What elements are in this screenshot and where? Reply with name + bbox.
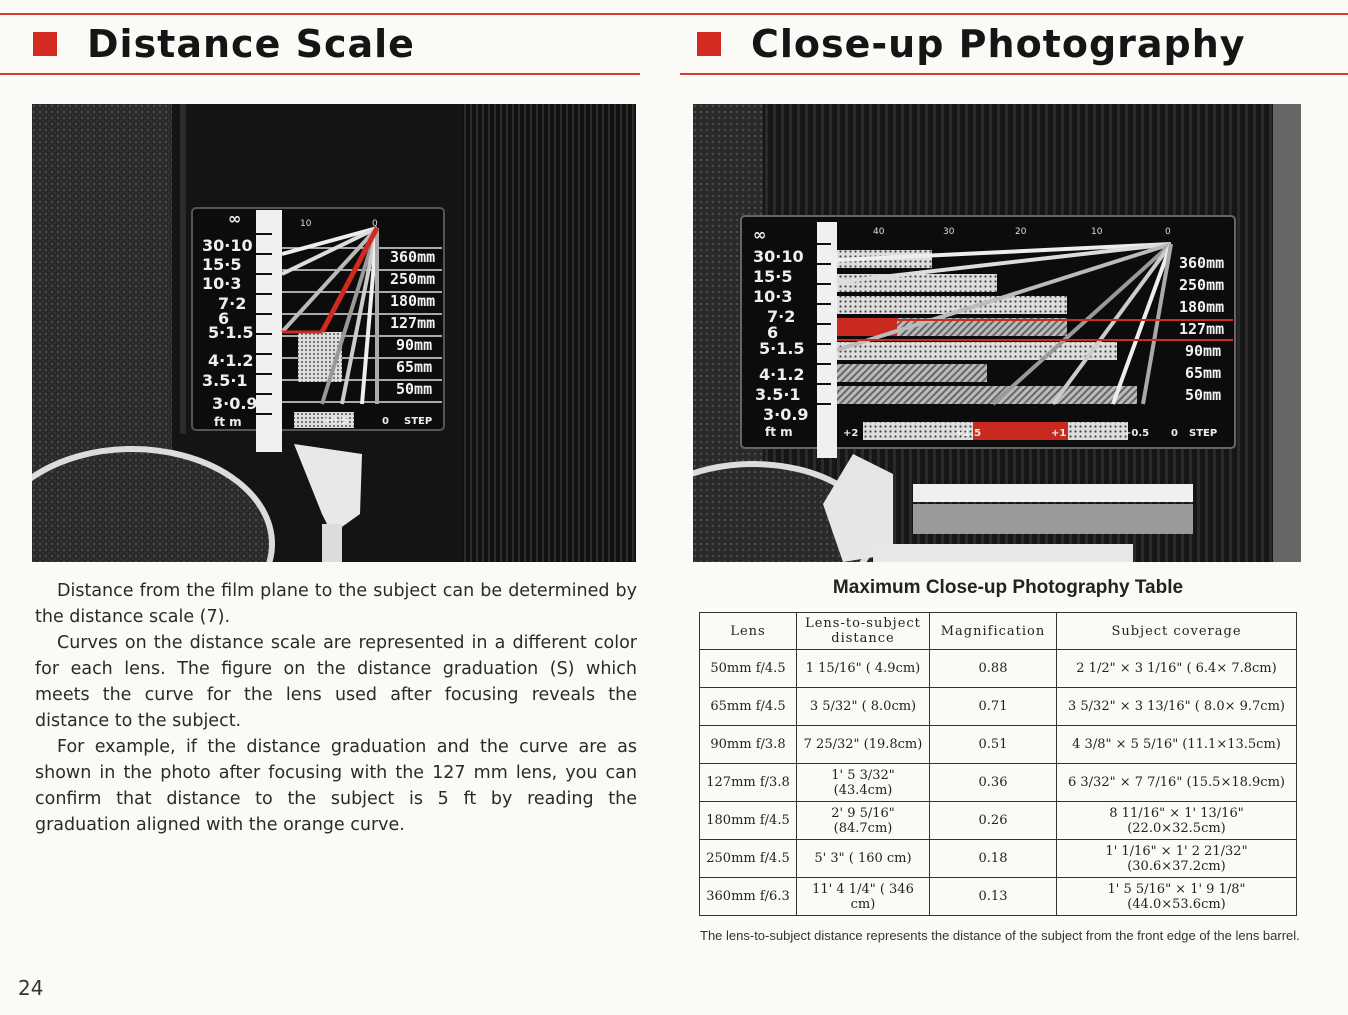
scale-label: 15·5 (753, 267, 793, 286)
scale-bottom-label: STEP (1189, 428, 1218, 439)
page-number: 24 (18, 976, 44, 1000)
table-row (700, 726, 1297, 764)
table-cell: 1' 5 3/32" (43.4cm) (797, 764, 930, 802)
scale-label: ∞ (753, 225, 767, 244)
column-header: Subject coverage (1057, 613, 1297, 650)
table-cell: 250mm f/4.5 (700, 840, 797, 878)
top-rule (0, 13, 1348, 15)
scale-top-label: 0 (1165, 227, 1171, 237)
table-header-row (700, 613, 1297, 650)
right-title: Close-up Photography (751, 22, 1246, 66)
scale-label: 3.5·1 (202, 371, 248, 390)
table-cell: 8 11/16" × 1' 13/16" (22.0×32.5cm) (1057, 802, 1297, 840)
scale-label: 30·10 (202, 236, 253, 255)
column-header: Magnification (930, 613, 1057, 650)
table-cell: 360mm f/6.3 (700, 878, 797, 916)
paragraph: Curves on the distance scale are represented in a different color for each lens. The figure on the distance graduation (S) which meets the curve for the lens used after focusing reveals the distance to the subject. (35, 633, 637, 731)
table-cell: 7 25/32" (19.8cm) (797, 726, 930, 764)
distance-scale-photo (32, 104, 636, 562)
scale-label: 5·1.5 (208, 323, 254, 342)
table-cell: 65mm f/4.5 (700, 688, 797, 726)
scale-bottom-label: STEP (404, 416, 433, 427)
table-cell: 90mm f/3.8 (700, 726, 797, 764)
table-cell: 50mm f/4.5 (700, 650, 797, 688)
lens-label: 50mm (1185, 386, 1222, 404)
distance-scale-description (35, 578, 637, 838)
lens-label: 65mm (396, 358, 433, 376)
lens-label: 90mm (1185, 342, 1222, 360)
scale-label: 6 (218, 309, 230, 328)
red-square-icon (33, 32, 57, 56)
close-up-scale-photo (693, 104, 1301, 562)
left-heading (33, 22, 415, 66)
scale-bottom-label: +1 (1051, 428, 1067, 439)
lens-label: 180mm (1179, 298, 1225, 316)
scale-top-label: 30 (943, 227, 955, 237)
scale-label: ft m (765, 425, 793, 439)
scale-bottom-label: 0 (1171, 428, 1178, 439)
scale-label: 15·5 (202, 255, 242, 274)
scale-bottom-label: +1.5 (955, 428, 982, 439)
scale-label: ∞ (228, 209, 242, 228)
table-cell: 180mm f/4.5 (700, 802, 797, 840)
lens-label: 65mm (1185, 364, 1222, 382)
table-row (700, 840, 1297, 878)
table-cell: 1' 5 5/16" × 1' 9 1/8" (44.0×53.6cm) (1057, 878, 1297, 916)
lens-label: 127mm (1179, 320, 1225, 338)
lens-label: 90mm (396, 336, 433, 354)
scale-label: 7·2 (218, 294, 247, 313)
lens-label: 360mm (390, 248, 436, 266)
table-cell: 0.13 (930, 878, 1057, 916)
table-row (700, 650, 1297, 688)
scale-label: 5·1.5 (759, 339, 805, 358)
table-row (700, 688, 1297, 726)
table-cell: 4 3/8" × 5 5/16" (11.1×13.5cm) (1057, 726, 1297, 764)
scale-label: 3·0.9 (763, 405, 809, 424)
scale-top-label: 10 (300, 219, 312, 229)
scale-label: 10·3 (202, 274, 242, 293)
scale-top-label: 0 (372, 219, 378, 229)
table-cell: 5' 3" ( 160 cm) (797, 840, 930, 878)
scale-label: 30·10 (753, 247, 804, 266)
scale-label: 10·3 (753, 287, 793, 306)
scale-top-label: 10 (1091, 227, 1103, 237)
lens-label: 50mm (396, 380, 433, 398)
table-cell: 3 5/32" × 3 13/16" ( 8.0× 9.7cm) (1057, 688, 1297, 726)
heading-underline-right (680, 73, 1348, 75)
table-cell: 0.88 (930, 650, 1057, 688)
paragraph: For example, if the distance graduation and the curve are as shown in the photo after focusing with the 127 mm lens, you can confirm that distance to the subject is 5 ft by reading the graduation aligned with the orange curve. (35, 737, 637, 835)
table-cell: 6 3/32" × 7 7/16" (15.5×18.9cm) (1057, 764, 1297, 802)
scale-label: 4·1.2 (208, 351, 254, 370)
table-cell: 0.71 (930, 688, 1057, 726)
table-cell: 127mm f/3.8 (700, 764, 797, 802)
scale-top-label: 20 (1015, 227, 1027, 237)
lens-label: 127mm (390, 314, 436, 332)
table-cell: 0.36 (930, 764, 1057, 802)
scale-label: 4·1.2 (759, 365, 805, 384)
table-cell: 0.18 (930, 840, 1057, 878)
table-cell: 11' 4 1/4" ( 346 cm) (797, 878, 930, 916)
lens-label: 250mm (390, 270, 436, 288)
lens-label: 180mm (390, 292, 436, 310)
table-cell: 1' 1/16" × 1' 2 21/32" (30.6×37.2cm) (1057, 840, 1297, 878)
table-title: Maximum Close-up Photography Table (832, 577, 1184, 598)
scale-label: 7·2 (767, 307, 796, 326)
left-title: Distance Scale (87, 22, 415, 66)
scale-label: 3·0.9 (212, 394, 258, 413)
heading-underline-left (0, 73, 640, 75)
close-up-table (699, 612, 1297, 916)
red-square-icon (697, 32, 721, 56)
scale-top-label: 40 (873, 227, 885, 237)
scale-label: 3.5·1 (755, 385, 801, 404)
lens-label: 250mm (1179, 276, 1225, 294)
table-footnote: The lens-to-subject distance represents the distance of the subject from the front edge of the lens barrel. (700, 928, 1300, 943)
column-header: Lens-to-subject distance (797, 613, 930, 650)
scale-bottom-label: +0.5 (1123, 428, 1150, 439)
scale-bottom-label: 0 (382, 416, 389, 427)
table-cell: 0.51 (930, 726, 1057, 764)
table-cell: 1 15/16" ( 4.9cm) (797, 650, 930, 688)
table-cell: 2' 9 5/16" (84.7cm) (797, 802, 930, 840)
scale-label: 6 (767, 323, 779, 342)
scale-label: ft m (214, 415, 242, 429)
lens-label: 360mm (1179, 254, 1225, 272)
table-cell: 0.26 (930, 802, 1057, 840)
right-heading (697, 22, 1246, 66)
table-cell: 2 1/2" × 3 1/16" ( 6.4× 7.8cm) (1057, 650, 1297, 688)
table-row (700, 802, 1297, 840)
scale-bottom-label: +0.5 (322, 416, 349, 427)
table-cell: 3 5/32" ( 8.0cm) (797, 688, 930, 726)
table-row (700, 764, 1297, 802)
scale-bottom-label: +2 (843, 428, 859, 439)
column-header: Lens (700, 613, 797, 650)
paragraph: Distance from the film plane to the subject can be determined by the distance scale (7). (35, 581, 637, 627)
table-row (700, 878, 1297, 916)
